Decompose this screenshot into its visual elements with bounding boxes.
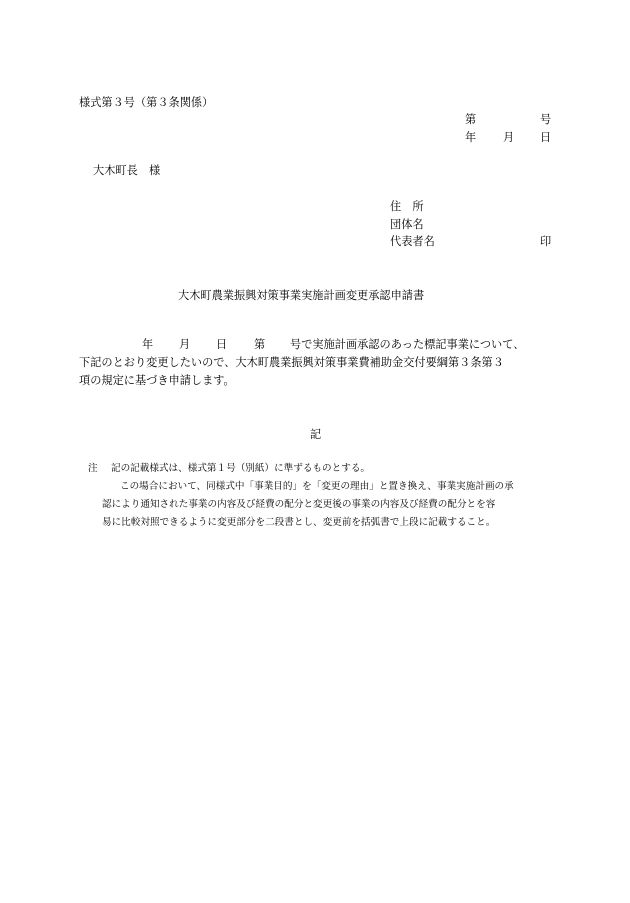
date-year: 年 — [465, 131, 477, 144]
body-line2: 下記のとおり変更したいので、大木町農業振興対策事業費補助金交付要綱第３条第３ — [79, 356, 504, 369]
note-line2: この場合において、同様式中「事業目的」を「変更の理由」と置き換え、事業実施計画の承 — [120, 481, 514, 492]
address-label: 住 所 — [390, 200, 424, 213]
form-number: 様式第３号（第３条関係） — [79, 96, 214, 109]
group-name-label: 団体名 — [390, 218, 424, 231]
document-title: 大木町農業振興対策事業実施計画変更承認申請書 — [178, 289, 425, 302]
body-line1: 号で実施計画承認のあった標記事業について、 — [290, 338, 525, 351]
body-date-month: 月 — [179, 338, 191, 351]
note-line4: 易に比較対照できるように変更部分を二段書とし、変更前を括弧書で上段に記載すること。 — [102, 517, 496, 528]
body-number-prefix: 第 — [254, 338, 266, 351]
date-day: 日 — [540, 131, 552, 144]
number-prefix: 第 — [465, 113, 477, 126]
date-month: 月 — [503, 131, 515, 144]
body-line3: 項の規定に基づき申請します。 — [79, 374, 235, 387]
body-date-year: 年 — [142, 338, 154, 351]
note-line1: 記の記載様式は、様式第１号（別紙）に準ずるものとする。 — [111, 463, 371, 474]
note-label: 注 — [88, 463, 98, 474]
record-heading: 記 — [310, 428, 322, 441]
seal-mark: 印 — [540, 235, 552, 248]
representative-label: 代表者名 — [390, 235, 435, 248]
number-suffix: 号 — [540, 113, 552, 126]
addressee: 大木町長 様 — [93, 164, 161, 177]
note-line3: 認により通知された事業の内容及び経費の配分と変更後の事業の内容及び経費の配分とを容 — [102, 499, 496, 510]
body-date-day: 日 — [216, 338, 228, 351]
